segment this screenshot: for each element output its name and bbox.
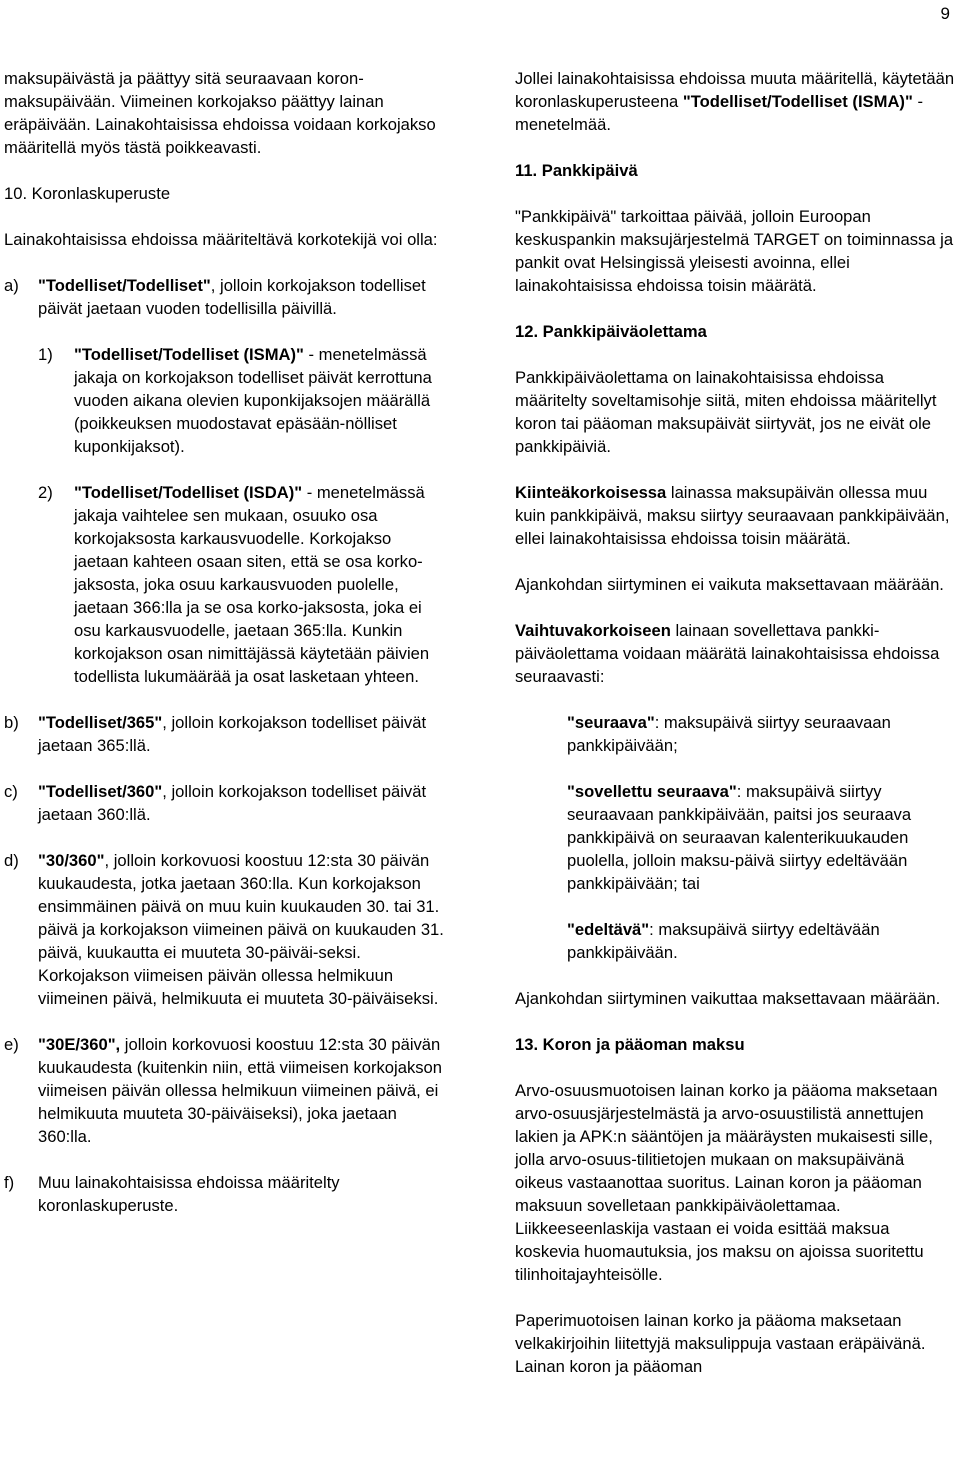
- fixed-rate-paragraph: [515, 481, 955, 550]
- convention-modified-following: [515, 780, 955, 895]
- right-intro-paragraph: [515, 67, 955, 136]
- effect-paragraph: Ajankohdan siirtyminen vaikuttaa maksettavaan määrään.: [515, 989, 941, 1008]
- option-d-text: , jolloin korkovuosi koostuu 12:sta 30 päivän kuukaudesta, jotka jaetaan 360:lla. Kun korkojakson ensimmäinen päivä on muu kuin kuukauden 30. tai 31. päivä ja korkojakson viimeinen päivä on kuukauden 31. päivä, kuukautta ei muuteta 30-päiväi-seksi. Korkojakson viimeisen päivän ollessa helmikuun viimeinen päivä, helmikuuta ei muuteta 30-päiväiseksi.: [38, 851, 444, 1008]
- option-c-term: "Todelliset/360": [38, 782, 163, 801]
- convention-modified-following-text: : maksupäivä siirtyy seuraavaan pankkipäivään, paitsi jos seuraava pankkipäivä on seuraavan kalenterikuukauden puolella, jolloin maksu-päivä siirtyy edeltävään pankkipäivään; tai: [567, 782, 912, 893]
- left-column: [4, 67, 444, 1217]
- section-11-text: "Pankkipäivä" tarkoittaa päivää, jolloin Euroopan keskuspankin maksujärjestelmä TARGET on toiminnassa ja pankit ovat Helsingissä yleisesti avoinna, ellei lainakohtaisissa ehdoissa toisin määrätä.: [515, 207, 954, 295]
- option-c-text: , jolloin korkojakson todelliset päivät jaetaan 360:llä.: [38, 782, 427, 824]
- right-intro-text-a: Jollei lainakohtaisissa ehdoissa muuta määritellä, käytetään koronlaskuperusteena: [515, 69, 955, 111]
- option-e: [4, 1033, 444, 1148]
- option-f-text: Muu lainakohtaisissa ehdoissa määritelty koronlaskuperuste.: [38, 1173, 340, 1215]
- convention-modified-following-term: "sovellettu seuraava": [567, 782, 737, 801]
- left-intro-paragraph: maksupäivästä ja päättyy sitä seuraavaan koron-maksupäivään. Viimeinen korkojakso päättyy lainan eräpäivään. Lainakohtaisissa ehdoissa voidaan korkojakso määritellä myös tästä poikkeavasti.: [4, 69, 436, 157]
- option-b-text: , jolloin korkojakson todelliset päivät jaetaan 365:llä.: [38, 713, 427, 755]
- option-a-sub-1-term: "Todelliset/Todelliset (ISMA)": [74, 345, 304, 364]
- variable-rate-term: Vaihtuvakorkoiseen: [515, 621, 671, 640]
- convention-following-term: "seuraava": [567, 713, 655, 732]
- section-12-text: Pankkipäiväolettama on lainakohtaisissa ehdoissa määritelty soveltamisohje siitä, miten ehdoissa määritellyt koron tai pääoman maksupäivät siirtyvät, jos ne eivät ole pankkipäiviä.: [515, 368, 937, 456]
- section-13-heading: 13. Koron ja pääoman maksu: [515, 1035, 745, 1054]
- right-intro-method: "Todelliset/Todelliset (ISMA)": [682, 92, 913, 111]
- section-10-intro: Lainakohtaisissa ehdoissa määriteltävä korkotekijä voi olla:: [4, 230, 438, 249]
- fixed-rate-text: lainassa maksupäivän ollessa muu kuin pankkipäivä, maksu siirtyy seuraavaan pankkipäivään, ellei lainakohtaisissa ehdoissa toisin määrätä.: [515, 483, 950, 548]
- option-c-label: c): [4, 782, 18, 801]
- right-intro-text-c: -menetelmää.: [515, 92, 923, 134]
- section-10-heading: 10. Koronlaskuperuste: [4, 184, 171, 203]
- section-12-heading: 12. Pankkipäiväolettama: [515, 322, 707, 341]
- variable-rate-paragraph: [515, 619, 955, 688]
- option-f-label: f): [4, 1173, 15, 1192]
- option-a-sub-1-label: 1): [38, 345, 53, 364]
- convention-preceding: [515, 918, 955, 964]
- option-a-term: "Todelliset/Todelliset": [38, 276, 211, 295]
- option-a-sub-2-text: - menetelmässä jakaja vaihtelee sen mukaan, osuuko osa korkojaksosta karkausvuodelle. Korkojakso jaetaan kahteen osaan siten, että se osa korko-jaksosta, joka osuu karkausvuoden puolelle, jaetaan 366:lla ja se osa korko-jaksosta, joka ei osu karkausvuodelle, jaetaan 365:lla. Kunkin korkojakson osan nimittäjässä käytetään päivien todellista lukumäärää ja osat lasketaan yhteen.: [74, 483, 430, 686]
- option-b-term: "Todelliset/365": [38, 713, 163, 732]
- option-a-sub-2-label: 2): [38, 483, 53, 502]
- section-13-text-1: Arvo-osuusmuotoisen lainan korko ja pääoma maksetaan arvo-osuusjärjestelmästä ja arvo-osuustilistä annettujen lakien ja APK:n sääntöjen ja määräysten mukaisesti sille, jolla arvo-osuus-tilitietojen mukaan on maksupäivänä oikeus vastaanottaa suoritus. Lainan koron ja pääoman maksuun sovelletaan pankkipäiväolettamaa. Liikkeeseenlaskija vastaan ei voida esittää maksua koskevia huomautuksia, jos maksu on ajoissa suoritettu tilinhoitajayhteisölle.: [515, 1081, 938, 1284]
- fixed-rate-term: Kiinteäkorkoisessa: [515, 483, 667, 502]
- option-a-sub-1: [4, 343, 444, 458]
- convention-following: [515, 711, 955, 757]
- option-a: [4, 274, 444, 320]
- option-f: [4, 1171, 444, 1217]
- option-a-sub-2-term: "Todelliset/Todelliset (ISDA)": [74, 483, 303, 502]
- option-a-sub-1-text: - menetelmässä jakaja on korkojakson todelliset päivät kerrottuna vuoden aikana olevien kuponkijaksojen määrällä (poikkeuksen muodostavat epäsään-nölliset kuponkijaksot).: [74, 345, 432, 456]
- option-a-text: , jolloin korkojakson todelliset päivät jaetaan vuoden todellisilla päivillä.: [38, 276, 426, 318]
- convention-preceding-term: "edeltävä": [567, 920, 650, 939]
- convention-preceding-text: : maksupäivä siirtyy edeltävään pankkipäivään.: [567, 920, 880, 962]
- section-13-text-2: Paperimuotoisen lainan korko ja pääoma maksetaan velkakirjoihin liitettyjä maksulippuja vastaan eräpäivänä. Lainan koron ja pääoman: [515, 1311, 926, 1376]
- option-d: [4, 849, 444, 1010]
- option-b-label: b): [4, 713, 19, 732]
- variable-rate-text: lainaan sovellettava pankki-päiväolettama voidaan määrätä lainakohtaisissa ehdoissa seuraavasti:: [515, 621, 940, 686]
- option-c: [4, 780, 444, 826]
- option-d-label: d): [4, 851, 19, 870]
- page-number: 9: [940, 4, 950, 23]
- option-b: [4, 711, 444, 757]
- convention-following-text: : maksupäivä siirtyy seuraavaan pankkipäivään;: [567, 713, 891, 755]
- option-a-sub-2: [4, 481, 444, 688]
- right-column: [515, 67, 955, 1378]
- option-d-term: "30/360": [38, 851, 105, 870]
- option-a-label: a): [4, 276, 19, 295]
- section-11-heading: 11. Pankkipäivä: [515, 161, 638, 180]
- option-e-text: jolloin korkovuosi koostuu 12:sta 30 päivän kuukaudesta (kuitenkin niin, että viimeisen korkojakson viimeisen päivän ollessa helmikuun viimeinen päivä, ei helmikuuta muuteta 30-päiväiseksi), joka jaetaan 360:lla.: [38, 1035, 442, 1146]
- no-effect-paragraph: Ajankohdan siirtyminen ei vaikuta maksettavaan määrään.: [515, 575, 944, 594]
- option-e-label: e): [4, 1035, 19, 1054]
- option-e-term: "30E/360",: [38, 1035, 121, 1054]
